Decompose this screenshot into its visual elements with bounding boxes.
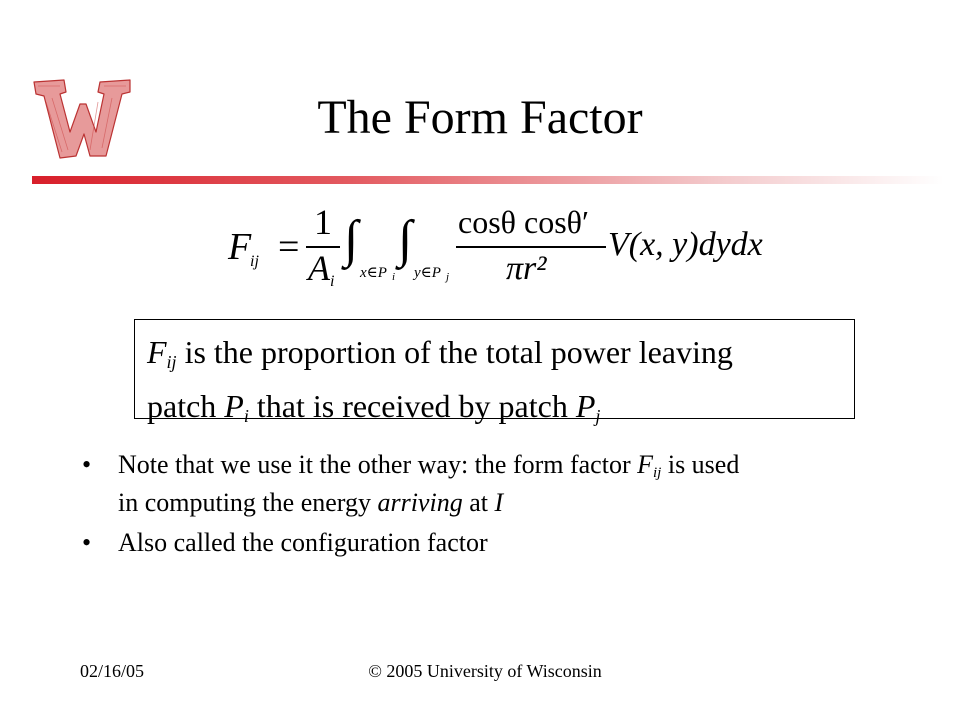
def-sym: F bbox=[147, 334, 167, 370]
footer-copyright: © 2005 University of Wisconsin bbox=[368, 661, 602, 681]
eq-integral-2-sub: y∈P bbox=[414, 265, 441, 281]
bullet-item bbox=[78, 528, 898, 558]
def-sym-sub: ij bbox=[166, 352, 177, 372]
slide-title: The Form Factor bbox=[317, 91, 643, 144]
form-factor-equation bbox=[226, 200, 786, 296]
eq-tail: V(x, y)dydx bbox=[608, 226, 763, 263]
bullet-1-sym-sub: ij bbox=[653, 465, 662, 481]
bullet-1-text-a: Note that we use it the other way: the form factor bbox=[118, 450, 638, 479]
eq-frac1-den-sub: i bbox=[330, 273, 335, 290]
eq-frac2-num: cosθ cosθ′ bbox=[458, 204, 589, 240]
eq-frac1-num: 1 bbox=[314, 202, 332, 242]
bullet-marker: • bbox=[82, 528, 92, 557]
eq-integral-1-sub-i: i bbox=[392, 271, 396, 283]
eq-integral-1-sub: x∈P bbox=[360, 265, 387, 281]
bullet-2-text: Also called the configuration factor bbox=[118, 528, 488, 557]
def-pi-sub: i bbox=[243, 406, 249, 426]
def-text-1: is the proportion of the total power leaving bbox=[176, 334, 733, 370]
bullet-1-i: I bbox=[494, 488, 504, 517]
eq-equals: = bbox=[278, 226, 300, 268]
eq-lhs: F bbox=[228, 226, 252, 268]
definition-box bbox=[134, 319, 855, 426]
def-pj-sub: j bbox=[595, 406, 601, 426]
def-pi: P bbox=[224, 388, 244, 424]
def-pj: P bbox=[575, 388, 596, 424]
eq-integral-2: ∫ bbox=[398, 211, 413, 268]
def-text-2b: that is received by patch bbox=[248, 388, 576, 424]
eq-integral-2-sub-j: j bbox=[446, 271, 450, 283]
bullet-1-emphasis: arriving bbox=[377, 488, 463, 517]
eq-frac2-den: πr² bbox=[506, 250, 547, 287]
bullet-1-text-c: in computing the energy bbox=[118, 488, 378, 517]
bullet-1-text-d: at bbox=[462, 488, 495, 517]
title-divider bbox=[32, 176, 944, 184]
footer-date: 02/16/05 bbox=[80, 661, 145, 681]
bullet-list bbox=[78, 450, 898, 568]
definition-line-2 bbox=[147, 384, 854, 438]
eq-frac2-bar bbox=[456, 246, 606, 248]
eq-integral-1: ∫ bbox=[344, 211, 359, 268]
eq-frac1-den: A bbox=[308, 248, 330, 288]
bullet-marker: • bbox=[82, 450, 92, 479]
definition-line-1 bbox=[147, 330, 854, 384]
def-text-2a: patch bbox=[147, 388, 225, 424]
bullet-1-text-b: is used bbox=[661, 450, 740, 479]
eq-lhs-sub: ij bbox=[250, 253, 259, 270]
bullet-item bbox=[78, 450, 898, 518]
bullet-1-sym: F bbox=[637, 450, 653, 479]
